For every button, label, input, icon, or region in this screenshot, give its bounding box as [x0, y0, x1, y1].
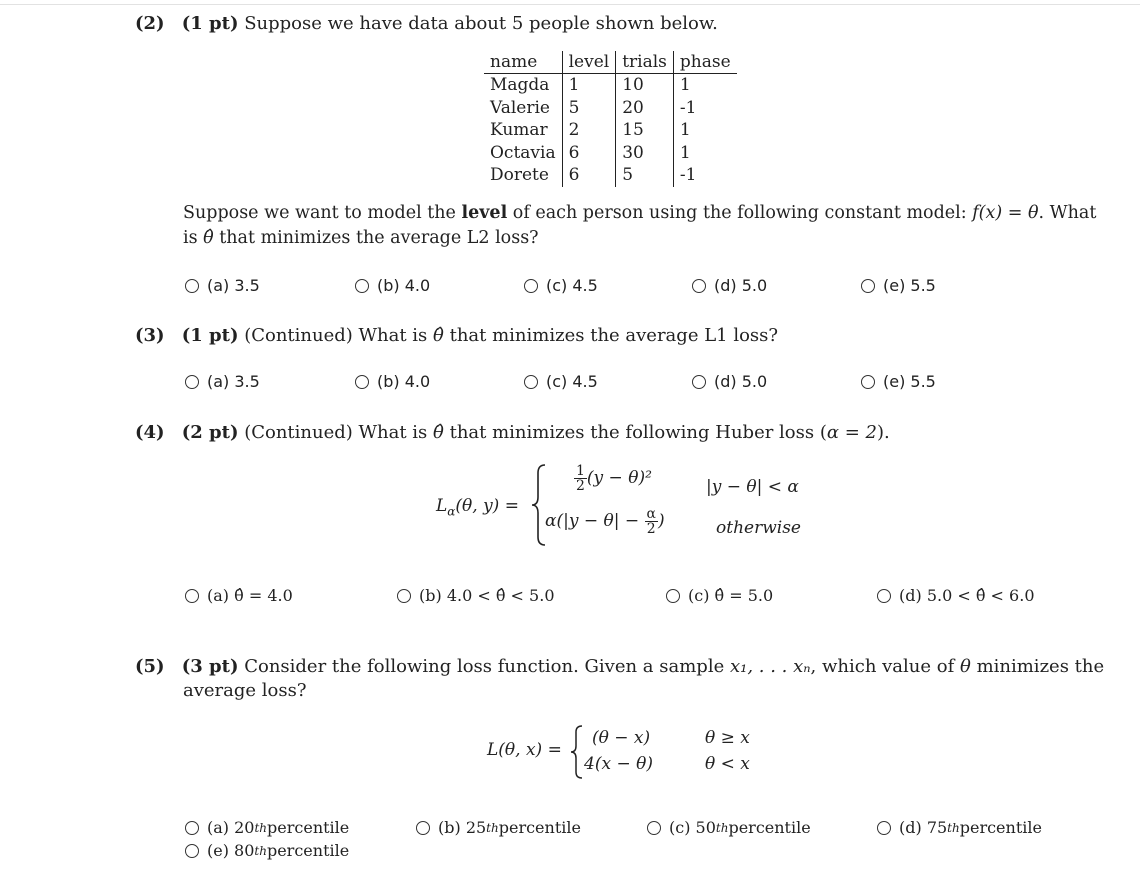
option-label: (c) 50 — [669, 818, 716, 837]
loss-case2-expr — [584, 754, 653, 774]
ordinal-suffix: th — [254, 820, 268, 835]
table-cell: 1 — [562, 74, 616, 97]
option-label: (e) 5.5 — [883, 276, 936, 295]
option-label: (b) 25 — [438, 818, 487, 837]
formula-lhs: L(θ, x) = — [487, 740, 562, 760]
q2-bold-level: level — [461, 203, 508, 223]
table-cell: 5 — [616, 164, 674, 187]
fraction-numerator: α — [646, 506, 656, 522]
radio-button[interactable] — [355, 279, 369, 293]
q3-option-c[interactable] — [524, 372, 598, 391]
q2-text: of each person using the following constant model: — [507, 203, 973, 223]
q3-text: (Continued) What is — [244, 325, 434, 346]
option-label: (a) 3.5 — [207, 372, 260, 391]
table-cell: 1 — [673, 74, 736, 97]
q2-intro: Suppose we have data about 5 people shown below. — [244, 13, 718, 34]
q4-text: ). — [877, 422, 890, 443]
formula-condition: θ < x — [705, 754, 750, 774]
huber-case2-expr — [545, 507, 665, 536]
q2-option-c[interactable] — [524, 276, 598, 295]
theta-hat: θ̂ — [433, 422, 444, 443]
table-row — [484, 142, 737, 165]
ordinal-suffix: th — [947, 820, 960, 835]
table-cell: -1 — [673, 164, 736, 187]
radio-button[interactable] — [185, 279, 199, 293]
loss-case1-cond — [705, 728, 750, 748]
q5-text: minimizes the — [970, 656, 1105, 677]
option-label: (c) 4.5 — [546, 372, 598, 391]
q3-header — [135, 325, 778, 346]
option-label: (d) 5.0 — [714, 276, 768, 295]
table-cell: Dorete — [490, 165, 549, 186]
huber-case2-cond — [716, 518, 801, 538]
formula-expr: 4(x − θ) — [584, 754, 653, 774]
q2-text: that minimizes the average L2 loss? — [213, 228, 539, 248]
table-header-phase: phase — [673, 51, 736, 74]
q3-points: (1 pt) — [181, 325, 239, 346]
q2-question-line1 — [183, 203, 1096, 223]
radio-button[interactable] — [397, 589, 411, 603]
q3-option-e[interactable] — [861, 372, 936, 391]
q2-question-line2 — [183, 228, 539, 248]
formula-condition: θ ≥ x — [705, 728, 750, 748]
table-row — [484, 119, 737, 142]
q2-points: (1 pt) — [181, 13, 239, 34]
theta-hat: θ̂ — [433, 325, 444, 346]
formula-expr: ) — [657, 511, 665, 531]
table-row — [484, 97, 737, 120]
q5-option-a[interactable] — [185, 818, 349, 837]
table-header-trials: trials — [616, 51, 674, 74]
option-label: (b) 4.0 < θ̂ < 5.0 — [419, 586, 555, 605]
radio-button[interactable] — [524, 279, 538, 293]
table-cell: 15 — [616, 119, 674, 142]
q2-option-d[interactable] — [692, 276, 767, 295]
table-cell: 1 — [673, 142, 736, 165]
option-label: (e) 80 — [207, 841, 255, 860]
radio-button[interactable] — [877, 821, 891, 835]
option-label: percentile — [959, 818, 1042, 837]
radio-button[interactable] — [185, 375, 199, 389]
formula-condition: |y − θ| < α — [706, 477, 799, 497]
option-label: (d) 75 — [899, 818, 948, 837]
page-top-border — [0, 4, 1140, 5]
table-cell: 5 — [562, 97, 616, 120]
alpha-value: α = 2 — [826, 422, 877, 443]
q3-option-a[interactable] — [185, 372, 260, 391]
table-cell: 1 — [673, 119, 736, 142]
table-row — [484, 74, 737, 97]
q4-text: that minimizes the following Huber loss ( — [443, 422, 827, 443]
table-cell: 30 — [616, 142, 674, 165]
people-data-table — [484, 51, 737, 187]
table-cell: Octavia — [490, 142, 556, 163]
fraction-denominator: 2 — [646, 521, 656, 537]
q2-option-b[interactable] — [355, 276, 430, 295]
radio-button[interactable] — [861, 279, 875, 293]
formula-condition: otherwise — [716, 518, 801, 538]
fraction — [645, 507, 658, 536]
table-cell: 2 — [562, 119, 616, 142]
radio-button[interactable] — [877, 589, 891, 603]
ordinal-suffix: th — [486, 820, 499, 835]
q3-option-b[interactable] — [355, 372, 430, 391]
option-label: percentile — [267, 818, 350, 837]
q5-option-c[interactable] — [647, 818, 811, 837]
q5-header — [135, 656, 1104, 677]
option-label: (a) 20 — [207, 818, 255, 837]
q5-number: (5) — [135, 656, 165, 677]
option-label: percentile — [266, 841, 350, 860]
radio-button[interactable] — [647, 821, 661, 835]
table-header-name: name — [484, 51, 562, 74]
option-label: percentile — [498, 818, 581, 837]
option-label: (a) 3.5 — [207, 276, 260, 295]
q5-points: (3 pt) — [181, 656, 239, 677]
loss-lhs — [487, 740, 562, 760]
q4-option-a[interactable] — [185, 586, 293, 605]
option-label: percentile — [728, 818, 811, 837]
fraction-denominator: 2 — [576, 478, 585, 494]
q2-option-a[interactable] — [185, 276, 260, 295]
sample-notation: x₁, . . . xₙ — [729, 656, 811, 677]
theta: θ — [960, 656, 971, 677]
table-header-level: level — [562, 51, 616, 74]
q2-header — [135, 13, 718, 34]
q4-option-d[interactable] — [877, 586, 1035, 605]
q4-text: (Continued) What is — [244, 422, 434, 443]
formula-expr: (θ − x) — [592, 728, 651, 748]
radio-button[interactable] — [185, 844, 199, 858]
huber-case1-cond — [706, 477, 799, 497]
option-label: (a) θ̂ = 4.0 — [207, 586, 293, 605]
loss-case2-cond — [705, 754, 750, 774]
formula-expr: (y − θ)² — [586, 468, 652, 488]
table-cell: 10 — [616, 74, 674, 97]
q4-number: (4) — [135, 422, 165, 443]
q2-number: (2) — [135, 13, 165, 34]
radio-button[interactable] — [666, 589, 680, 603]
q2-text: . What — [1038, 203, 1097, 223]
table-cell: 20 — [616, 97, 674, 120]
theta-hat: θ̂ — [203, 228, 214, 248]
formula-symbol: L — [436, 496, 448, 516]
q3-text: that minimizes the average L1 loss? — [443, 325, 779, 346]
table-cell: Valerie — [490, 97, 550, 118]
q3-option-d[interactable] — [692, 372, 767, 391]
formula-subscript: α — [447, 504, 456, 519]
q2-text: is — [183, 228, 204, 248]
q4-option-c[interactable] — [666, 586, 773, 605]
table-cell: -1 — [673, 97, 736, 120]
q5-option-e[interactable] — [185, 841, 349, 860]
radio-button[interactable] — [861, 375, 875, 389]
radio-button[interactable] — [416, 821, 430, 835]
q5-text: , which value of — [810, 656, 960, 677]
q4-option-b[interactable] — [397, 586, 555, 605]
radio-button[interactable] — [185, 821, 199, 835]
table-cell: Kumar — [490, 120, 548, 141]
q5-line2: average loss? — [183, 680, 307, 701]
table-cell: 6 — [562, 164, 616, 187]
table-header-row — [484, 51, 737, 74]
ordinal-suffix: th — [715, 820, 729, 835]
option-label: (d) 5.0 < θ̂ < 6.0 — [899, 586, 1035, 605]
option-label: (e) 5.5 — [883, 372, 936, 391]
left-brace-icon — [569, 724, 585, 780]
radio-button[interactable] — [692, 375, 706, 389]
q2-text: Suppose we want to model the — [183, 203, 462, 223]
formula-args: (θ, y) = — [455, 496, 519, 516]
q4-header — [135, 422, 890, 443]
q5-option-b[interactable] — [416, 818, 581, 837]
option-label: (c) 4.5 — [546, 276, 598, 295]
option-label: (b) 4.0 — [377, 372, 431, 391]
q5-text: Consider the following loss function. Given a sample — [244, 656, 730, 677]
radio-button[interactable] — [185, 589, 199, 603]
radio-button[interactable] — [692, 279, 706, 293]
q3-number: (3) — [135, 325, 165, 346]
ordinal-suffix: th — [254, 843, 267, 858]
table-row — [484, 164, 737, 187]
fraction-numerator: 1 — [576, 463, 585, 479]
huber-lhs — [436, 496, 519, 518]
q4-points: (2 pt) — [181, 422, 239, 443]
option-label: (d) 5.0 — [714, 372, 768, 391]
radio-button[interactable] — [524, 375, 538, 389]
radio-button[interactable] — [355, 375, 369, 389]
huber-case1-expr — [574, 464, 652, 493]
formula-expr: α(|y − θ| − — [545, 511, 640, 531]
q5-option-d[interactable] — [877, 818, 1042, 837]
option-label: (c) θ̂ = 5.0 — [688, 586, 774, 605]
q2-model-formula: f(x) = θ — [972, 203, 1039, 223]
option-label: (b) 4.0 — [377, 276, 431, 295]
loss-case1-expr — [592, 728, 650, 748]
table-cell: Magda — [490, 75, 550, 96]
fraction — [574, 464, 587, 493]
q2-option-e[interactable] — [861, 276, 936, 295]
table-cell: 6 — [562, 142, 616, 165]
